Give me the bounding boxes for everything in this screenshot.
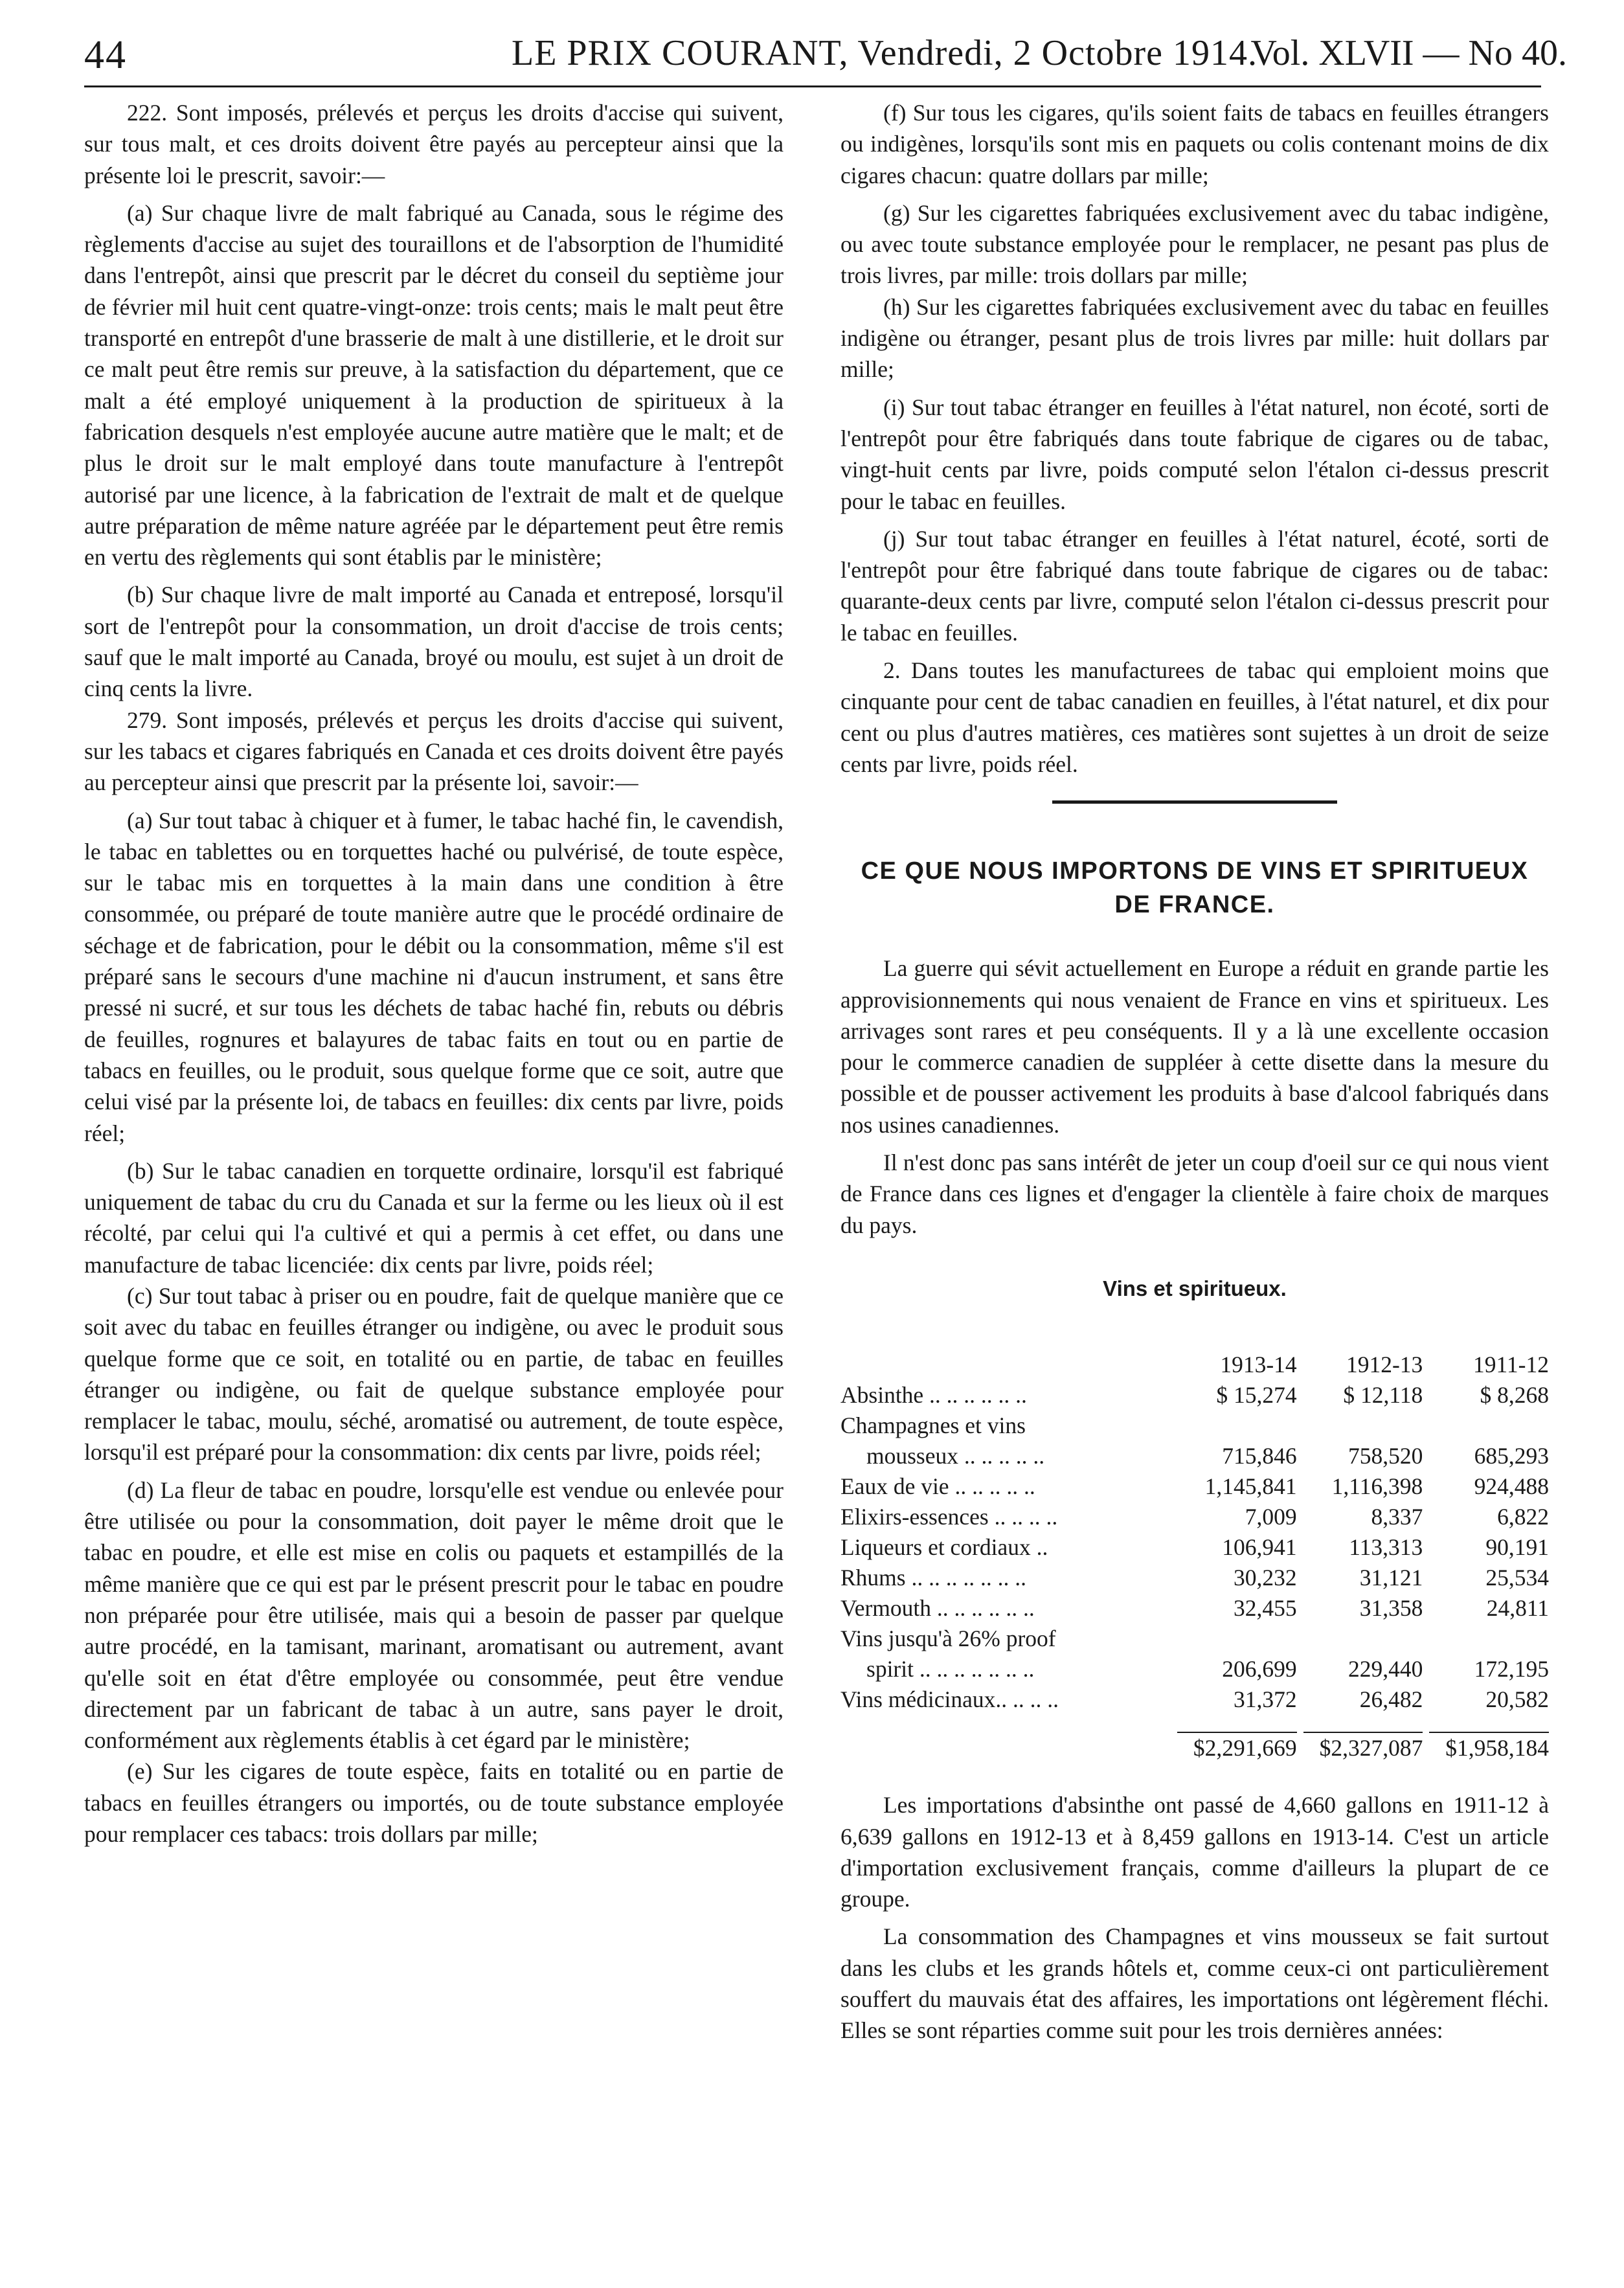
table-row [840,1654,1549,1684]
header-rule [84,85,1541,87]
cell-value: 30,232 [1234,1565,1297,1591]
cell-value: 206,699 [1222,1656,1297,1682]
row-label: Liqueurs et cordiaux .. [840,1534,1048,1561]
right-column [840,97,1549,2046]
row-label: Eaux de vie .. .. .. .. .. [840,1473,1035,1500]
row-label: Absinthe .. .. .. .. .. .. [840,1382,1027,1409]
table-title: Vins et spiritueux. [1103,1276,1287,1300]
cell-value: 1,116,398 [1331,1473,1423,1500]
row-label: Champagnes et vins [840,1412,1026,1439]
cell-value: 31,121 [1359,1565,1423,1591]
cell-value: 31,372 [1234,1686,1297,1713]
imports-table [840,1350,1549,1763]
page-number: 44 [84,33,127,77]
table-row [840,1410,1549,1441]
year-header: 1913-14 [1220,1352,1297,1378]
paragraph: (i) Sur tout tabac étranger en feuilles à l'état naturel, non écoté, sorti de l'entrepôt pour être fabriqués dans toute fabrique de cigares ou de tabac, vingt-huit cents par livre, poids computé selon l'étalon ci-dessus prescrit pour le tabac en feuilles. [840,394,1549,514]
paragraph: (a) Sur tout tabac à chiquer et à fumer, le tabac haché fin, le cavendish, le tabac en tablettes ou en torquettes haché ou pulvérisé, de toute espèce, sur le tabac mis en torquettes à la main dans une condition à être consommée, ou préparé de toute manière autre que le procédé ordinaire de séchage et de fabrication, pour le débit ou la consommation, même s'il est préparé sans le secours d'une machine ni d'aucun instrument, et sans être pressé ni sucré, et sur tous les déchets de tabac haché fin, rebuts ou débris de feuilles, rognures et balayures de tabac faits en tout ou en partie de tabacs en feuilles, ou le produit, sous quelque forme que ce soit, autre que celui visé par la présente loi, de tabacs en feuilles: dix cents par livre, poids réel; [84,807,784,1146]
row-label: Rhums .. .. .. .. .. .. .. [840,1565,1026,1591]
table-header-row [840,1350,1549,1380]
cell-value: 106,941 [1222,1534,1297,1561]
row-label: Vins médicinaux.. .. .. .. [840,1686,1059,1713]
table-row [840,1380,1549,1410]
cell-value: 685,293 [1474,1443,1549,1469]
cell-value: 32,455 [1234,1595,1297,1622]
table-row [840,1563,1549,1593]
table-row [840,1624,1549,1654]
paragraph: (b) Sur chaque livre de malt importé au Canada et entreposé, lorsqu'il sort de l'entrepôt pour la consommation, un droit d'accise de trois cents; sauf que le malt importé au Canada, broyé ou moulu, est sujet à un droit de cinq cents la livre. [84,582,784,702]
cell-value: $ 8,268 [1480,1382,1549,1409]
cell-value: 31,358 [1359,1595,1423,1622]
paragraph: (f) Sur tous les cigares, qu'ils soient faits de tabacs en feuilles étrangers ou indigènes, lorsqu'ils sont mis en paquets ou colis contenant moins de dix cigares chacun: quatre dollars par mille; [840,100,1549,188]
cell-value: 924,488 [1474,1473,1549,1500]
table-row [840,1684,1549,1715]
cell-value: 172,195 [1474,1656,1549,1682]
table-rule-row [840,1715,1549,1733]
paragraph: (e) Sur les cigares de toute espèce, faits en totalité ou en partie de tabacs en feuilles étrangers ou importés, ou de toute substance employée pour remplacer ces tabacs: trois dollars par mille; [84,1758,784,1848]
cell-value: 25,534 [1485,1565,1549,1591]
table-row [840,1532,1549,1563]
cell-value: 7,009 [1245,1504,1297,1530]
cell-value: 6,822 [1497,1504,1549,1530]
table-row [840,1502,1549,1532]
paragraph: La consommation des Champagnes et vins mousseux se fait surtout dans les clubs et les grands hôtels et, comme ceux-ci ont particulièrement souffert du mauvais état des affaires, les importations ont légèrement fléchi. Elles se sont réparties comme suit pour les trois dernières années: [840,1923,1549,2044]
year-header: 1911-12 [1472,1352,1549,1378]
paragraph: (h) Sur les cigarettes fabriquées exclusivement avec du tabac en feuilles indigène ou étranger, pesant plus de trois livres par mille: huit dollars par mille; [840,293,1549,383]
table-total-row [840,1733,1549,1763]
paragraph: 2. Dans toutes les manufacturees de tabac qui emploient moins que cinquante pour cent de tabac canadien en feuilles, à l'état naturel, et dix pour cent ou plus d'autres matières, ces matières sont sujettes à un droit de seize cents par livre, poids réel. [840,657,1549,777]
paragraph: 222. Sont imposés, prélevés et perçus les droits d'accise qui suivent, sur tous malt, et ces droits doivent être payés au percepteur ainsi que la présente loi le prescrit, savoir:— [84,100,784,188]
table-row [840,1471,1549,1502]
year-header: 1912-13 [1346,1352,1423,1378]
cell-value: 20,582 [1485,1686,1549,1713]
paragraph: La guerre qui sévit actuellement en Europe a réduit en grande partie les approvisionnements qui nous venaient de France en vins et spiritueux. Les arrivages sont rares et peu conséquents. Il y a là une excellente occasion pour le commerce canadien de suppléer à cette disette dans la mesure du possible et de pousser activement les produits à base d'alcool fabriqués dans nos usines canadiennes. [840,955,1549,1138]
cell-value: 715,846 [1222,1443,1297,1469]
paragraph: (d) La fleur de tabac en poudre, lorsqu'elle est vendue ou enlevée pour être utilisée ou pour la consommation, doit payer le même droit que le tabac en poudre, et elle est mise en colis ou paquets et estampillés de la même manière que ce qui est par le présent prescrit pour le tabac en poudre non préparée pour être utilisée, mais qui a besoin de passer par quelque autre procédé, en la tamisant, marinant, aromatisant ou autrement, avant qu'elle soit en état d'être employée ou consommée, peut être vendue directement par un fabricant de tabac à un autre, sans payer le droit, conformément aux règlements établis à cet égard par le ministère; [84,1477,784,1754]
cell-value: 758,520 [1348,1443,1423,1469]
article-body [840,953,1549,1241]
paragraph: (b) Sur le tabac canadien en torquette ordinaire, lorsqu'il est fabriqué uniquement de tabac du cru du Canada et sur la ferme ou les lieux où il est récolté, par celui qui l'a cultivé et qui a permis à cet effet, ou dans une manufacture de tabac licenciée: dix cents par livre, poids réel; [84,1157,784,1278]
total-value: $2,291,669 [1193,1735,1297,1761]
cell-value: 8,337 [1371,1504,1423,1530]
cell-value: $ 12,118 [1343,1382,1423,1409]
row-label: mousseux .. .. .. .. .. [866,1443,1045,1469]
left-column [84,97,784,1850]
publication-title: LE PRIX COURANT, Vendredi, 2 Octobre 1914. [512,33,1258,73]
page-header [58,28,1567,88]
paragraph: (a) Sur chaque livre de malt fabriqué au Canada, sous le régime des règlements d'accise au sujet des touraillons et de l'absorption de l'humidité dans l'entrepôt, ainsi que prescrit par le décret du conseil du septième jour de février mil huit cent quatre-vingt-onze: trois cents; mais le malt peut être transporté en entrepôt d'une brasserie de malt à une distillerie, et le droit sur ce malt peut être remis sur preuve, à la satisfaction du département, que ce malt a été employé uniquement à la production de spiritueux à la fabrication desquels n'est employée aucune autre matière que le malt; et de plus le droit sur le malt employé dans toute manufacture à l'entrepôt autorisé par une licence, à la fabrication de l'extrait de malt et de quelque autre préparation de même nature agréée par le département peut être remis en vertu des règlements qui sont établis par le ministère; [84,199,784,571]
cell-value: 90,191 [1485,1534,1549,1561]
paragraph: (g) Sur les cigarettes fabriquées exclusivement avec du tabac indigène, ou avec toute substance employée pour le remplacer, ne pesant pas plus de trois livres, par mille: trois dollars par mille; [840,199,1549,289]
cell-value: $ 15,274 [1216,1382,1297,1409]
total-value: $2,327,087 [1319,1735,1423,1761]
volume-number: Vol. XLVII — No 40. [1250,33,1567,73]
paragraph: (j) Sur tout tabac étranger en feuilles à l'état naturel, écoté, sorti de l'entrepôt pour être fabriqué dans toute fabrique de cigares ou de tabac: quarante-deux cents par livre, computé selon l'étalon ci-dessus prescrit pour le tabac en feuilles. [840,525,1549,646]
paragraph: Il n'est donc pas sans intérêt de jeter un coup d'oeil sur ce qui nous vient de France dans ces lignes et d'engager la clientèle à faire choix de marques du pays. [840,1150,1549,1238]
paragraph: (c) Sur tout tabac à priser ou en poudre, fait de quelque manière que ce soit avec du tabac en feuilles étranger ou indigène, ou avec le produit sous quelque forme que ce soit, en totalité ou en partie, de tabac en feuilles étranger ou indigène, ou fait de quelque substance employée pour remplacer le tabac, moulu, séché, aromatisé ou autrement, de toute espèce, lorsqu'il est préparé pour la consommation: dix cents par livre, poids réel; [84,1282,784,1466]
row-label: Vermouth .. .. .. .. .. .. [840,1595,1035,1622]
cell-value: 26,482 [1359,1686,1423,1713]
table-row [840,1441,1549,1471]
paragraph: 279. Sont imposés, prélevés et perçus les droits d'accise qui suivent, sur les tabacs et cigares fabriqués en Canada et ces droits doivent être payés au percepteur ainsi que prescrit par la présente loi, savoir:— [84,707,784,796]
section-divider [1052,800,1337,804]
row-label: spirit .. .. .. .. .. .. .. [866,1656,1035,1682]
cell-value: 229,440 [1348,1656,1423,1682]
paragraph: Les importations d'absinthe ont passé de 4,660 gallons en 1911-12 à 6,639 gallons en 1912-13 et à 8,459 gallons en 1913-14. C'est un article d'importation exclusivement français, comme d'ailleurs la plupart de ce groupe. [840,1792,1549,1912]
row-label: Vins jusqu'à 26% proof [840,1625,1056,1652]
article-continuation [840,1789,1549,2046]
table-row [840,1593,1549,1624]
row-label: Elixirs-essences .. .. .. .. [840,1504,1058,1530]
cell-value: 24,811 [1486,1595,1549,1622]
cell-value: 1,145,841 [1204,1473,1297,1500]
cell-value: 113,313 [1349,1534,1423,1561]
article-title: CE QUE NOUS IMPORTONS DE VINS ET SPIRITUEUX DE FRANCE. [861,857,1529,919]
total-value: $1,958,184 [1445,1735,1549,1761]
